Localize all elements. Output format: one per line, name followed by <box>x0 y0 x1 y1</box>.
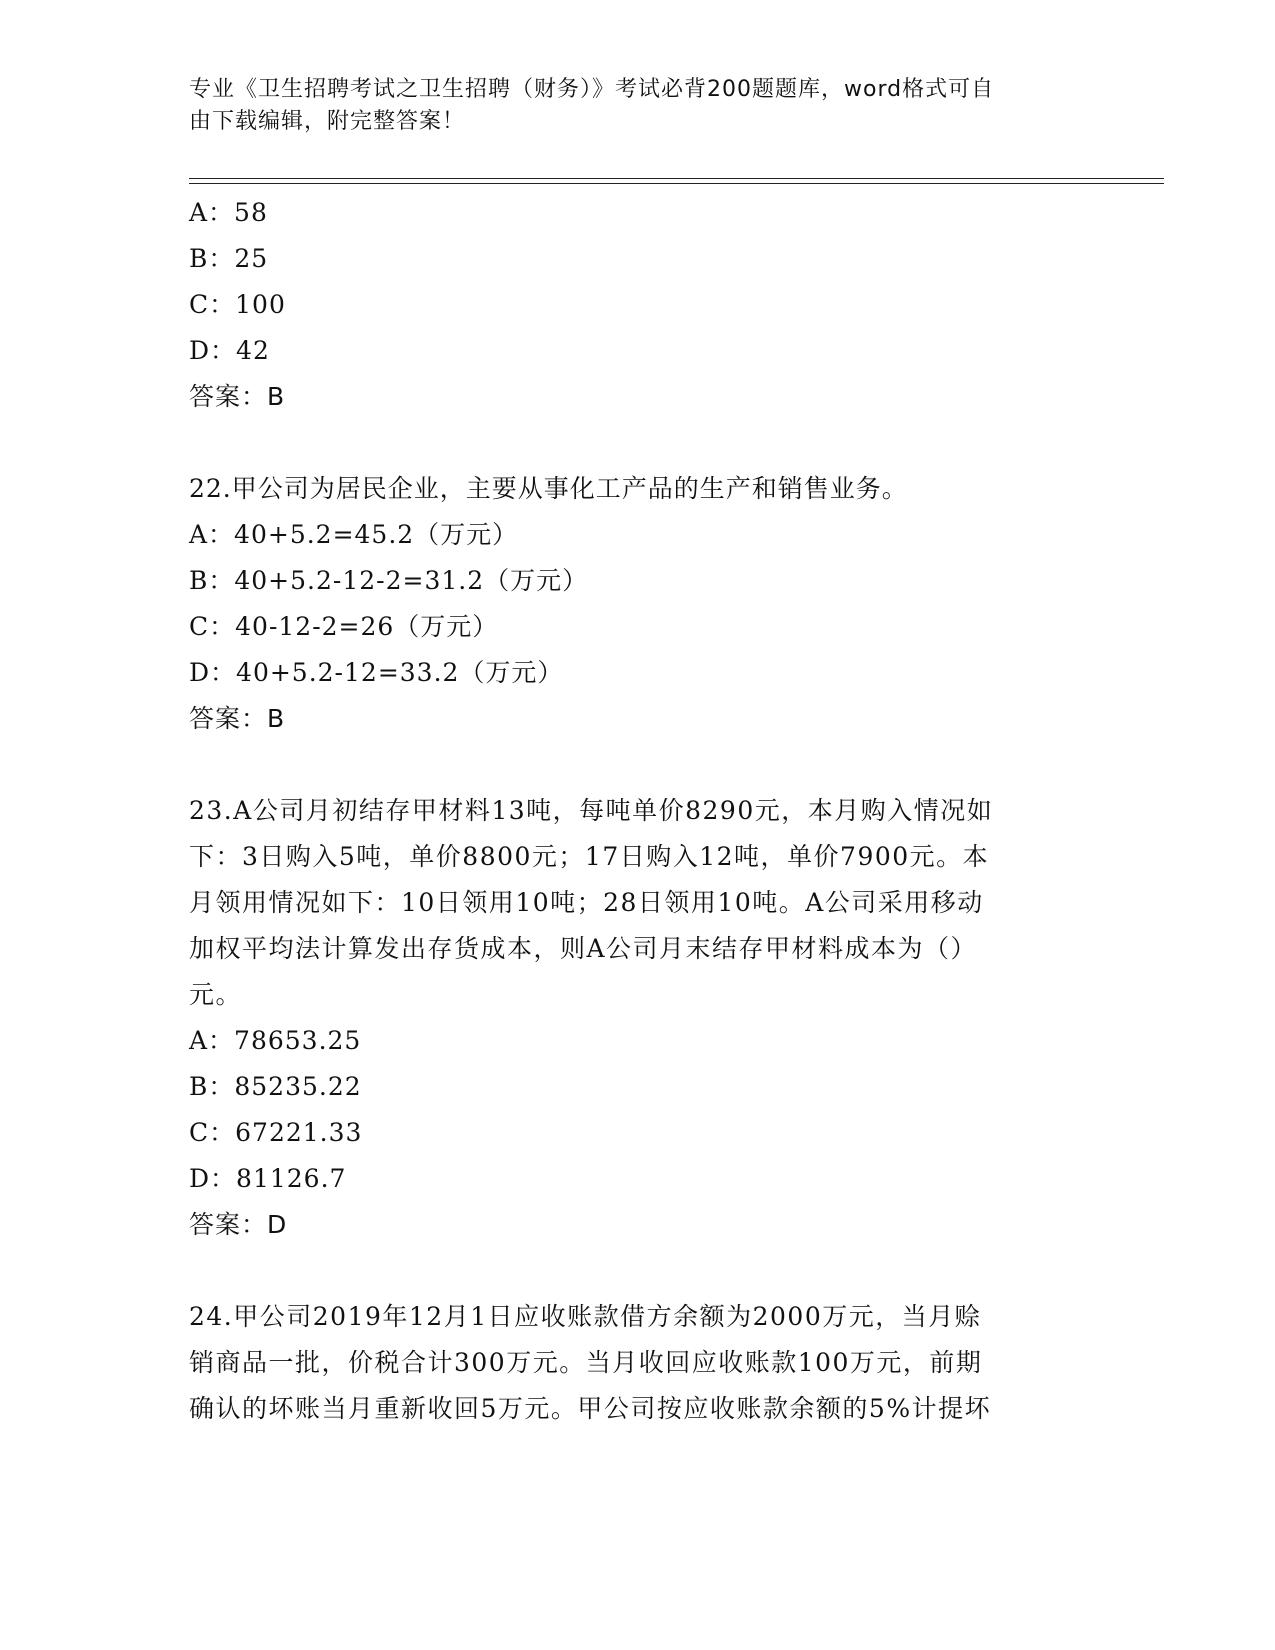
stem-line: 月领用情况如下：10日领用10吨；28日领用10吨。A公司采用移动 <box>189 888 984 917</box>
option-c: C：67221.33 <box>189 1118 363 1147</box>
answer: 答案：B <box>189 704 286 733</box>
question-stem <box>189 788 1089 1018</box>
stem-line: 23.A公司月初结存甲材料13吨，每吨单价8290元，本月购入情况如 <box>189 796 994 825</box>
option-d: D：81126.7 <box>189 1164 347 1193</box>
option-a: A：78653.25 <box>189 1026 362 1055</box>
answer: 答案：D <box>189 1210 288 1239</box>
header-title-line-2: 由下载编辑，附完整答案！ <box>189 109 466 134</box>
question-23 <box>189 788 1089 1248</box>
question-stem <box>189 1294 1089 1432</box>
option-c: C：40-12-2=26（万元） <box>189 612 499 641</box>
stem-line: 确认的坏账当月重新收回5万元。甲公司按应收账款余额的5%计提坏 <box>189 1394 992 1423</box>
header-divider-bottom <box>189 183 1164 184</box>
option-c: C：100 <box>189 290 286 319</box>
option-d: D：42 <box>189 336 270 365</box>
answer: 答案：B <box>189 382 286 411</box>
spacer <box>189 1248 1089 1294</box>
stem-line: 元。 <box>189 980 243 1009</box>
page-header <box>189 74 1069 138</box>
stem-line: 销商品一批，价税合计300万元。当月收回应收账款100万元，前期 <box>189 1348 983 1377</box>
question-22 <box>189 466 1089 742</box>
question-21 <box>189 190 1089 420</box>
option-a: A：58 <box>189 198 268 227</box>
stem-line: 下：3日购入5吨，单价8800元；17日购入12吨，单价7900元。本 <box>189 842 990 871</box>
option-b: B：85235.22 <box>189 1072 362 1101</box>
stem-line: 加权平均法计算发出存货成本，则A公司月末结存甲材料成本为（） <box>189 934 978 963</box>
header-title-line-1: 专业《卫生招聘考试之卫生招聘（财务）》考试必背200题题库，word格式可自 <box>189 77 995 102</box>
option-d: D：40+5.2-12=33.2（万元） <box>189 658 564 687</box>
question-list <box>189 190 1089 1432</box>
option-b: B：25 <box>189 244 269 273</box>
spacer <box>189 742 1089 788</box>
header-divider-top <box>189 178 1164 179</box>
spacer <box>189 420 1089 466</box>
option-a: A：40+5.2=45.2（万元） <box>189 520 519 549</box>
stem-line: 24.甲公司2019年12月1日应收账款借方余额为2000万元，当月赊 <box>189 1302 982 1331</box>
option-b: B：40+5.2-12-2=31.2（万元） <box>189 566 589 595</box>
question-stem: 22.甲公司为居民企业，主要从事化工产品的生产和销售业务。 <box>189 474 908 503</box>
question-24 <box>189 1294 1089 1432</box>
